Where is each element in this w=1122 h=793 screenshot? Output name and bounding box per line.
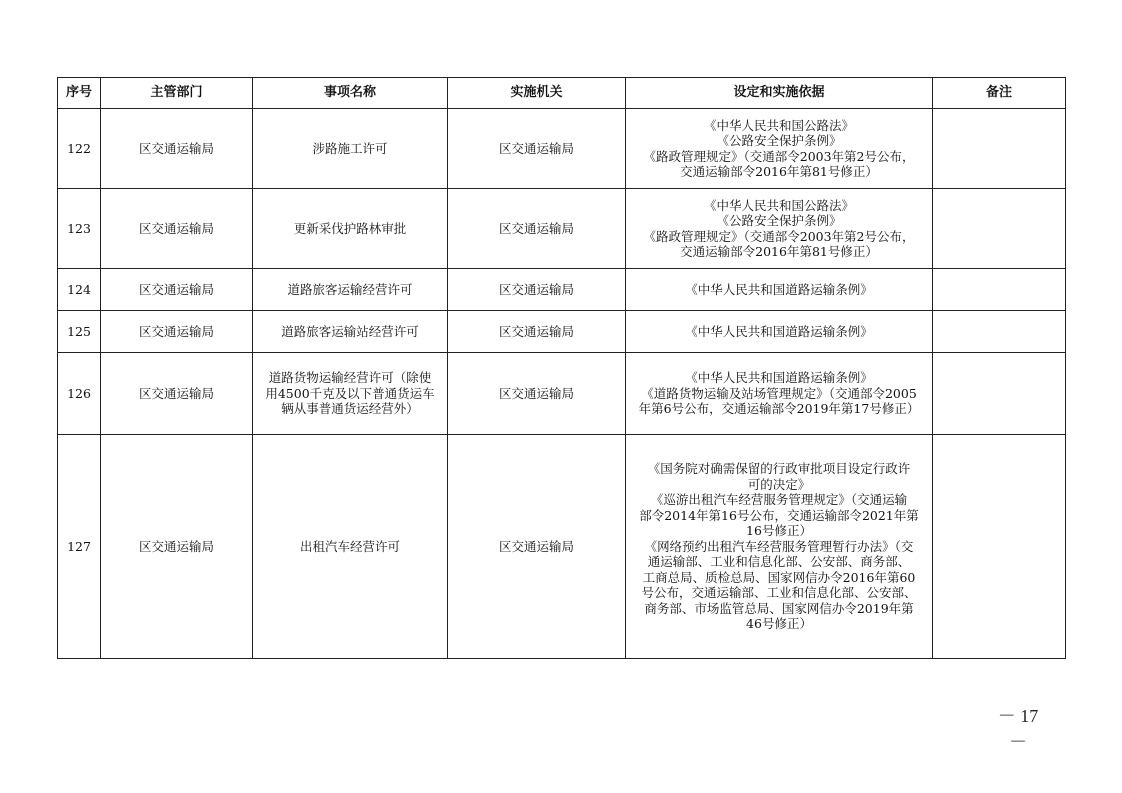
cell-item-name-line: 道路货物运输经营许可（除使 (268, 370, 432, 386)
header-agency: 实施机关 (448, 78, 626, 109)
cell-agency: 区交通运输局 (448, 109, 626, 189)
cell-legal-basis-line: 《中华人民共和国公路法》 (703, 117, 854, 133)
cell-legal-basis-line: 《路政管理规定》（交通部令2003年第2号公布， (643, 228, 915, 244)
cell-legal-basis-line: 交通运输部令2016年第81号修正） (680, 244, 878, 259)
cell-legal-basis-line: 《中华人民共和国道路运输条例》 (685, 323, 873, 339)
cell-legal-basis-line: 《公路安全保护条例》 (716, 213, 842, 228)
cell-legal-basis-line: 《中华人民共和国公路法》 (703, 197, 854, 213)
cell-legal-basis (626, 353, 933, 435)
cell-remarks (933, 109, 1066, 189)
page-number: － 17 － (997, 706, 1039, 752)
table-row (58, 109, 1066, 189)
header-department: 主管部门 (101, 78, 253, 109)
cell-item-name (253, 189, 448, 269)
cell-agency: 区交通运输局 (448, 353, 626, 435)
cell-legal-basis-line: 《国务院对确需保留的行政审批项目设定行政许 (647, 461, 911, 477)
cell-serial-no: 122 (58, 109, 101, 189)
cell-department: 区交通运输局 (101, 189, 253, 269)
cell-remarks (933, 189, 1066, 269)
cell-serial-no: 123 (58, 189, 101, 269)
cell-item-name (253, 109, 448, 189)
cell-agency: 区交通运输局 (448, 435, 626, 659)
cell-item-name-line: 涉路施工许可 (312, 140, 388, 156)
cell-legal-basis (626, 269, 933, 311)
cell-remarks (933, 269, 1066, 311)
cell-legal-basis-line: 《巡游出租汽车经营服务管理规定》（交通运输 (650, 492, 908, 508)
cell-remarks (933, 311, 1066, 353)
cell-item-name-line: 道路旅客运输站经营许可 (281, 323, 419, 339)
cell-legal-basis-line: 商务部、市场监管总局、国家网信办令2019年第 (644, 600, 914, 616)
cell-serial-no: 127 (58, 435, 101, 659)
cell-item-name (253, 311, 448, 353)
cell-legal-basis-line: 年第6号公布，交通运输部令2019年第17号修正） (638, 401, 920, 417)
cell-legal-basis-line: 交通运输部令2016年第81号修正） (680, 164, 878, 179)
cell-legal-basis-line: 号公布，交通运输部、工业和信息化部、公安部、 (641, 585, 917, 601)
cell-department: 区交通运输局 (101, 109, 253, 189)
cell-remarks (933, 353, 1066, 435)
cell-legal-basis-line: 可的决定》 (747, 476, 811, 492)
cell-department: 区交通运输局 (101, 269, 253, 311)
cell-serial-no: 125 (58, 311, 101, 353)
cell-legal-basis-line: 部令2014年第16号公布，交通运输部令2021年第 (639, 507, 919, 523)
table-row (58, 189, 1066, 269)
cell-item-name-line: 道路旅客运输经营许可 (287, 281, 413, 297)
table-row (58, 353, 1066, 435)
cell-item-name (253, 353, 448, 435)
cell-legal-basis-line: 工商总局、质检总局、国家网信办令2016年第60 (642, 569, 916, 585)
header-item-name: 事项名称 (253, 78, 448, 109)
header-serial-no: 序号 (58, 78, 101, 109)
cell-legal-basis-line: 《网络预约出租汽车经营服务管理暂行办法》（交 (644, 538, 914, 554)
cell-department: 区交通运输局 (101, 353, 253, 435)
cell-agency: 区交通运输局 (448, 269, 626, 311)
cell-legal-basis-line: 《道路货物运输及站场管理规定》（交通部令2005 (641, 385, 917, 401)
cell-legal-basis-line: 《中华人民共和国道路运输条例》 (685, 370, 873, 386)
cell-legal-basis-line: 16号修正） (746, 523, 812, 539)
cell-serial-no: 124 (58, 269, 101, 311)
cell-legal-basis (626, 435, 933, 659)
table-header-row (58, 78, 1066, 109)
cell-legal-basis-line: 46号修正） (746, 616, 812, 632)
table-row (58, 435, 1066, 659)
cell-serial-no: 126 (58, 353, 101, 435)
header-remarks: 备注 (933, 78, 1066, 109)
cell-agency: 区交通运输局 (448, 189, 626, 269)
cell-item-name-line: 出租汽车经营许可 (299, 538, 400, 554)
cell-item-name-line: 用4500千克及以下普通货运车 (265, 385, 435, 401)
cell-legal-basis (626, 311, 933, 353)
cell-item-name (253, 269, 448, 311)
cell-agency: 区交通运输局 (448, 311, 626, 353)
approval-items-table (57, 77, 1066, 659)
cell-legal-basis-line: 通运输部、工业和信息化部、公安部、商务部、 (647, 554, 911, 570)
cell-legal-basis-line: 《路政管理规定》（交通部令2003年第2号公布， (643, 148, 915, 164)
cell-legal-basis-line: 《公路安全保护条例》 (716, 133, 842, 148)
cell-department: 区交通运输局 (101, 435, 253, 659)
table-row (58, 311, 1066, 353)
cell-item-name-line: 更新采伐护路林审批 (293, 220, 407, 236)
cell-legal-basis (626, 189, 933, 269)
table-row (58, 269, 1066, 311)
cell-item-name (253, 435, 448, 659)
cell-department: 区交通运输局 (101, 311, 253, 353)
cell-legal-basis-line: 《中华人民共和国道路运输条例》 (685, 281, 873, 297)
cell-remarks (933, 435, 1066, 659)
cell-item-name-line: 辆从事普通货运经营外） (281, 401, 419, 417)
cell-legal-basis (626, 109, 933, 189)
header-legal-basis: 设定和实施依据 (626, 78, 933, 109)
